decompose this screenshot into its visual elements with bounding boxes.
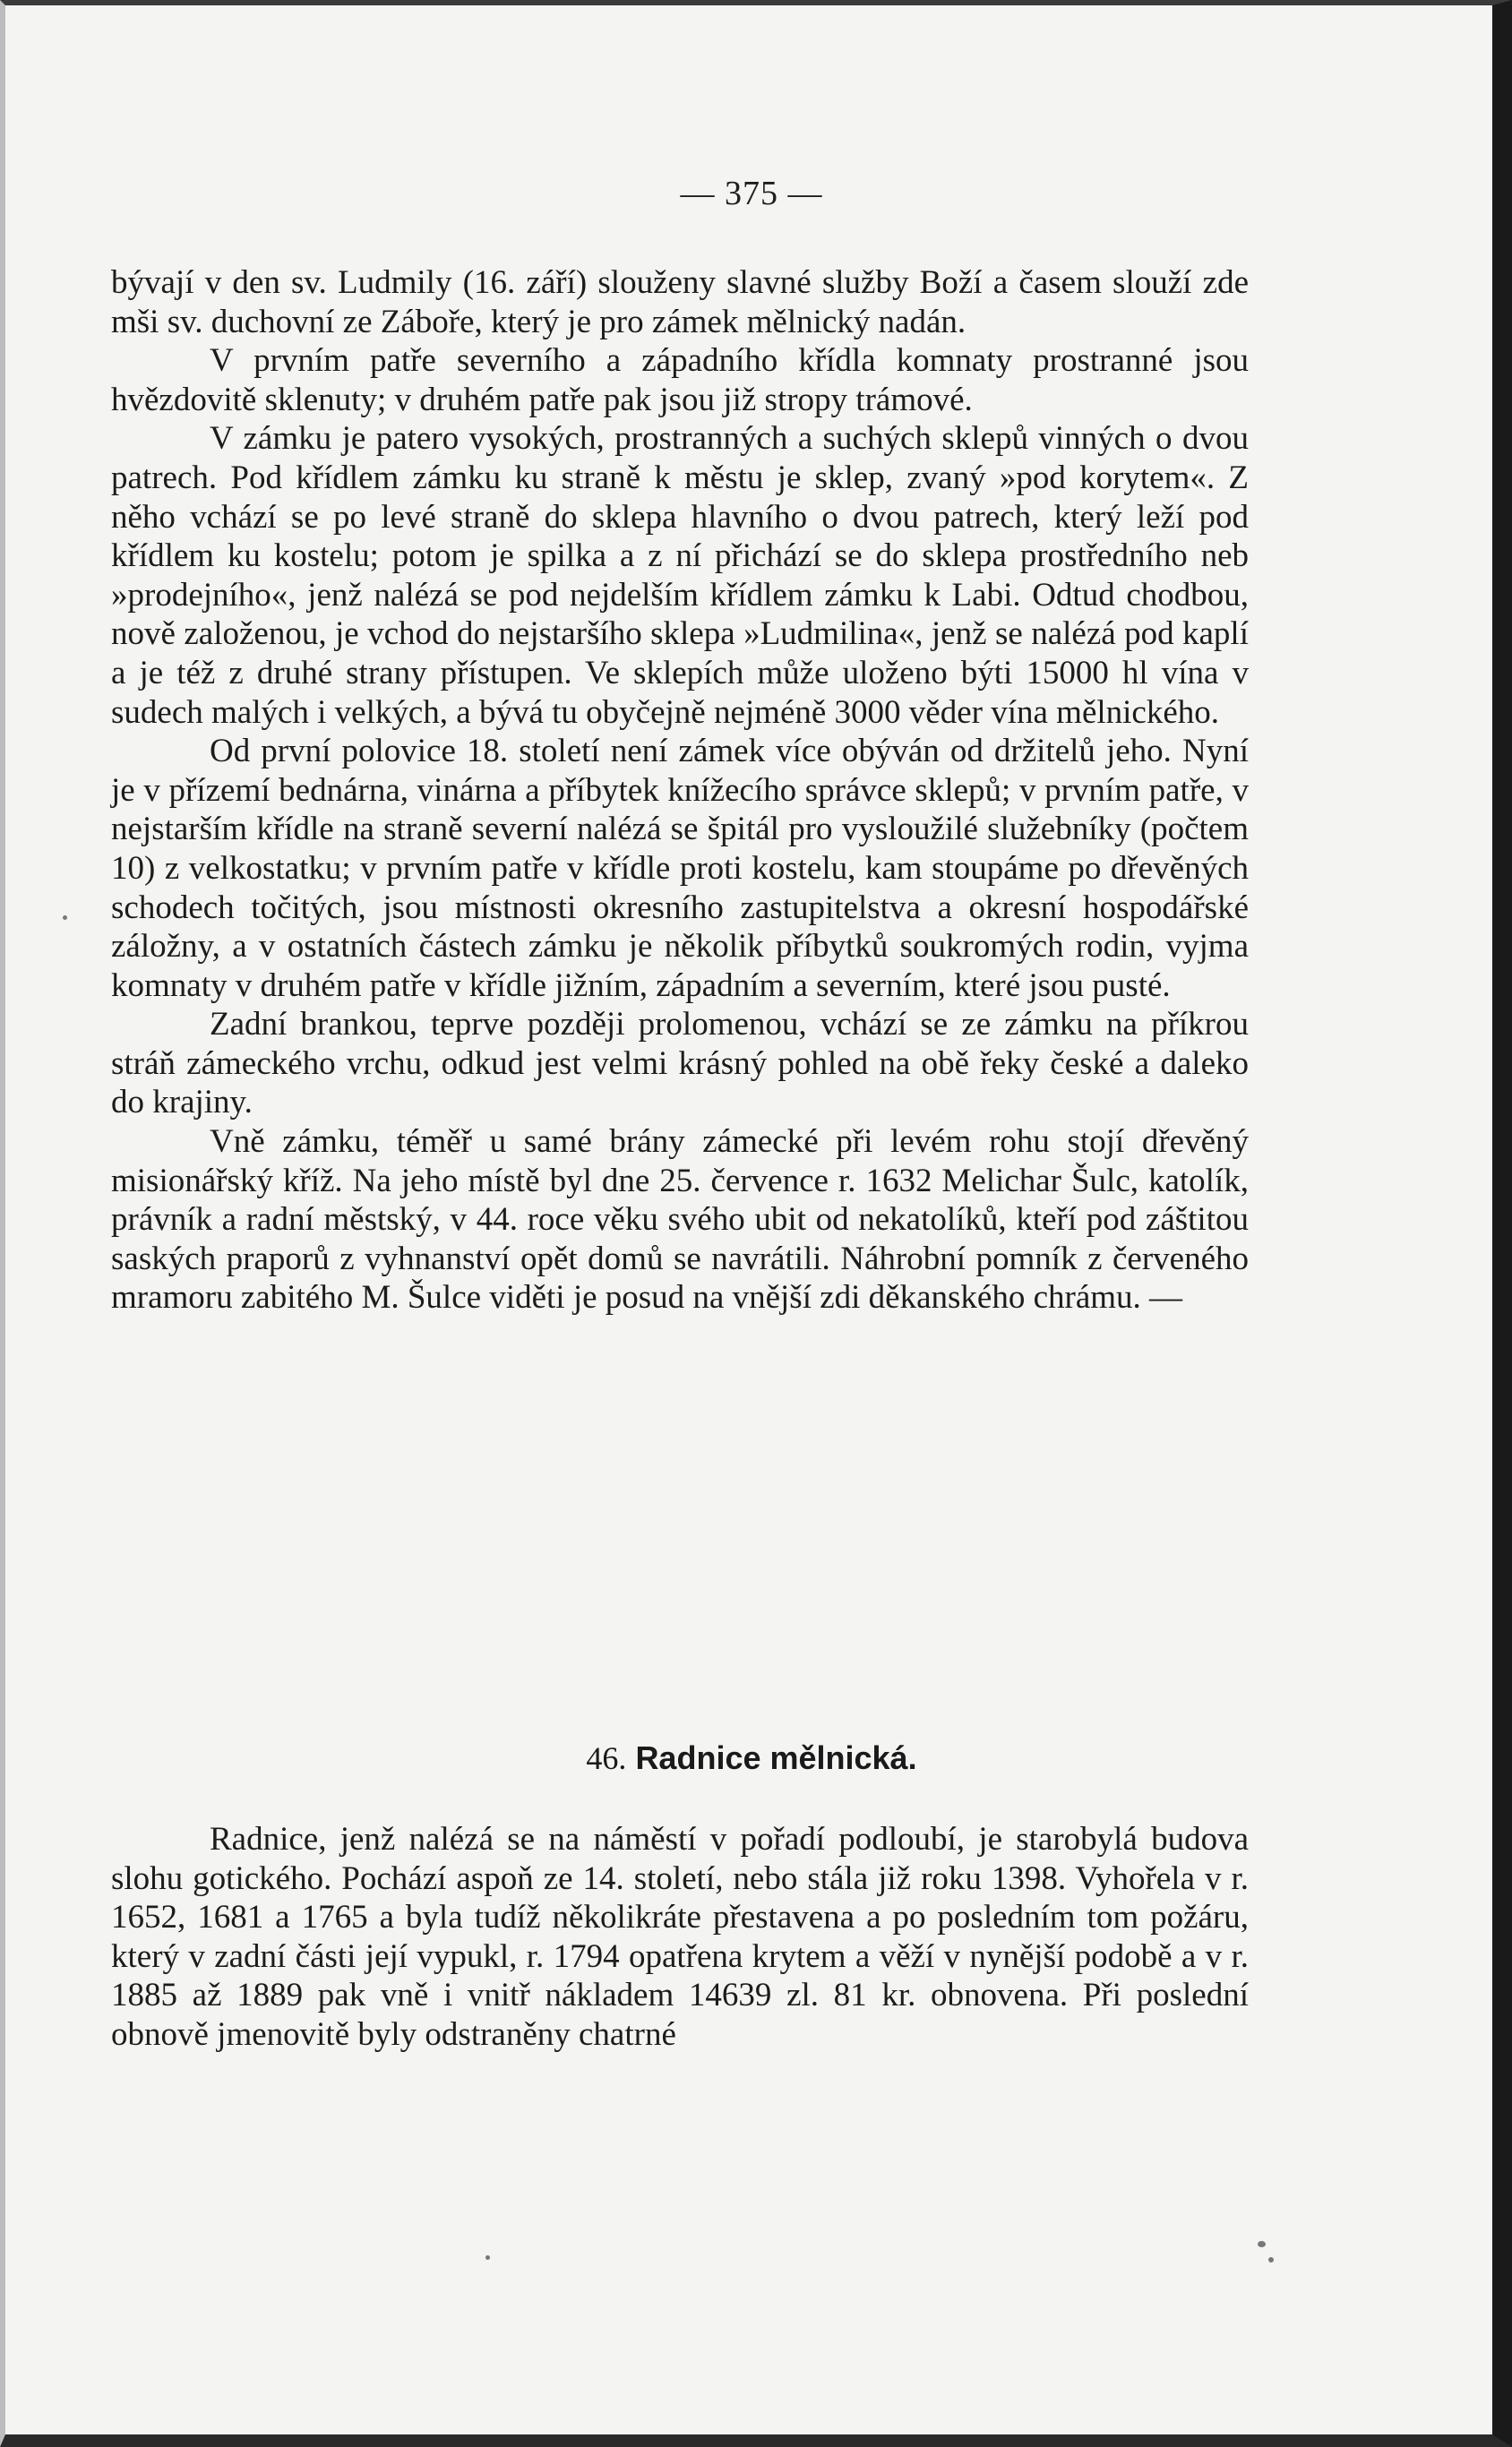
scan-speck	[63, 915, 67, 920]
paragraph-7: Radnice, jenž nalézá se na náměstí v pořadí podloubí, je starobylá budova slohu gotického. Pochází aspoň ze 14. století, nebo stála již roku 1398. Vyhořela v r. 1652, 1681 a 1765 a byla tudíž několikráte přestavena a po posledním tom požáru, který v zadní části její vypukl, r. 1794 opatřena krytem a věží v nynější podobě a v r. 1885 až 1889 pak vně i vnitř nákladem 14639 zl. 81 kr. obnovena. Při poslední obnově jmenovitě byly odstraněny chatrné	[111, 1821, 1249, 2053]
paragraph-2: V prvním patře severního a západního křídla komnaty prostranné jsou hvězdovitě sklenuty; v druhém patře pak jsou již stropy trámové.	[111, 342, 1249, 418]
section-heading-number: 46.	[586, 1740, 627, 1776]
paragraph-1: bývají v den sv. Ludmily (16. září) slouženy slavné služby Boží a časem slouží zde mši sv. duchovní ze Záboře, který je pro zámek mělnický nadán.	[111, 264, 1249, 340]
section-heading-title: Radnice mělnická.	[635, 1739, 917, 1776]
paragraph-3: V zámku je patero vysokých, prostranných a suchých sklepů vinných o dvou patrech. Pod křídlem zámku ku straně k městu je sklep, zvaný »pod korytem«. Z něho vchází se po levé straně do sklepa hlavního o dvou patrech, který leží pod křídlem ku kostelu; potom je spilka a z ní přichází se do sklepa prostředního neb »prodejního«, jenž nalézá se pod nejdelším křídlem zámku k Labi. Odtud chodbou, nově založenou, je vchod do nejstaršího sklepa »Ludmilina«, jenž se nalézá pod kaplí a je též z druhé strany přístupen. Ve sklepích může uloženo býti 15000 hl vína v sudech malých i velkých, a bývá tu obyčejně nejméně 3000 věder vína mělnického.	[111, 420, 1249, 731]
paragraph-4: Od první polovice 18. století není zámek více obýván od držitelů jeho. Nyní je v přízemí bednárna, vinárna a příbytek knížecího správce sklepů; v prvním patře, v nejstarším křídle na straně severní nalézá se špitál pro vysloužilé služebníky (počtem 10) z velkostatku; v prvním patře v křídle proti kostelu, kam stoupáme po dřevěných schodech točitých, jsou místnosti okresního zastupitelstva a okresní hospodářské záložny, a v ostatních částech zámku je několik příbytků soukromých rodin, vyjma komnaty v druhém patře v křídle jižním, západním a severním, které jsou pusté.	[111, 733, 1249, 1004]
section-body-castle	[111, 263, 1249, 1318]
paragraph-5: Zadní brankou, teprve později prolomenou, vchází se ze zámku na příkrou stráň zámeckého vrchu, odkud jest velmi krásný pohled na obě řeky české a daleko do krajiny.	[111, 1006, 1249, 1121]
scan-speck	[485, 2255, 490, 2260]
page-number: — 375 —	[680, 175, 823, 212]
paragraph-6: Vně zámku, téměř u samé brány zámecké při levém rohu stojí dřevěný misionářský kříž. Na jeho místě byl dne 25. července r. 1632 Melichar Šulc, katolík, právník a radní městský, v 44. roce věku svého ubit od nekatolíků, kteří pod záštitou saských praporů z vyhnanství opět domů se navrátili. Náhrobní pomník z červeného mramoru zabitého M. Šulce viděti je posud na vnější zdi děkanského chrámu. —	[111, 1123, 1249, 1317]
scan-speck	[1258, 2241, 1266, 2247]
section-body-town-hall	[111, 1820, 1249, 2055]
section-heading	[5, 1739, 1498, 1777]
scan-speck	[1268, 2257, 1274, 2262]
